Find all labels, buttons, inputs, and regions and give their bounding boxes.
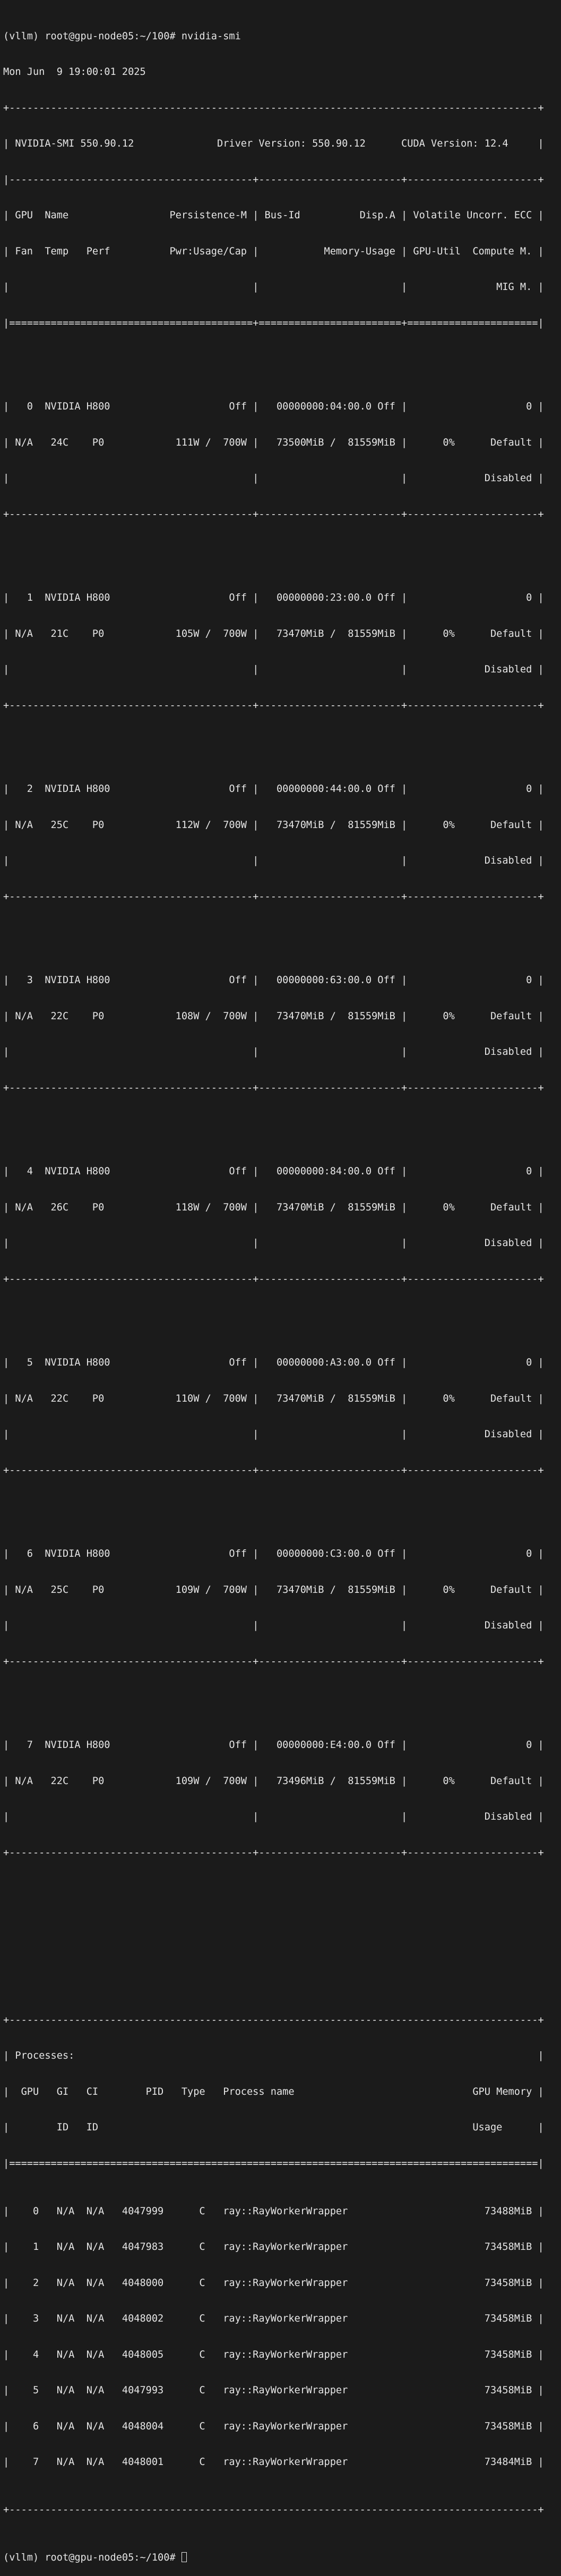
gpu-line-3: | | | Disabled |: [3, 1429, 544, 1440]
process-row: | 0 N/A N/A 4047999 C ray::RayWorkerWrapper 73488MiB |: [3, 2205, 544, 2217]
gpu-line-1: | 1 NVIDIA H800 Off | 00000000:23:00.0 Off | 0 |: [3, 592, 544, 603]
gpu-line-1: | 3 NVIDIA H800 Off | 00000000:63:00.0 Off | 0 |: [3, 975, 544, 986]
gpu-row: [3, 377, 561, 544]
gpu-separator: +-----------------------------------------+------------------------+----------------------+: [3, 1273, 544, 1285]
gpu-row: [3, 760, 561, 927]
proc-double-divider: |=========================================================================================|: [3, 2157, 544, 2169]
gpu-row: [3, 951, 561, 1118]
gpu-row: [3, 1142, 561, 1309]
version-line: | NVIDIA-SMI 550.90.12 Driver Version: 550.90.12 CUDA Version: 12.4 |: [3, 138, 544, 149]
gpu-line-1: | 6 NVIDIA H800 Off | 00000000:C3:00.0 Off | 0 |: [3, 1548, 544, 1559]
proc-column-header-1: | GPU GI CI PID Type Process name GPU Memory |: [3, 2086, 544, 2097]
process-row: | 4 N/A N/A 4048005 C ray::RayWorkerWrapper 73458MiB |: [3, 2349, 544, 2360]
gpu-row: [3, 568, 561, 736]
process-row: | 5 N/A N/A 4047993 C ray::RayWorkerWrapper 73458MiB |: [3, 2385, 544, 2396]
command-line: (vllm) root@gpu-node05:~/100# nvidia-smi: [3, 30, 241, 42]
process-row: | 1 N/A N/A 4047983 C ray::RayWorkerWrapper 73458MiB |: [3, 2241, 544, 2253]
gpu-separator: +-----------------------------------------+------------------------+----------------------+: [3, 1464, 544, 1476]
gpu-line-1: | 0 NVIDIA H800 Off | 00000000:04:00.0 Off | 0 |: [3, 401, 544, 412]
proc-column-header-2: | ID ID Usage |: [3, 2122, 544, 2133]
gpu-line-3: | | | Disabled |: [3, 855, 544, 866]
gpu-line-2: | N/A 25C P0 112W / 700W | 73470MiB / 81559MiB | 0% Default |: [3, 819, 544, 831]
gpu-line-2: | N/A 25C P0 109W / 700W | 73470MiB / 81559MiB | 0% Default |: [3, 1584, 544, 1596]
process-row: | 6 N/A N/A 4048004 C ray::RayWorkerWrapper 73458MiB |: [3, 2420, 544, 2432]
gpu-row: [3, 1524, 561, 1692]
gpu-line-1: | 4 NVIDIA H800 Off | 00000000:84:00.0 Off | 0 |: [3, 1166, 544, 1177]
gpu-separator: +-----------------------------------------+------------------------+----------------------+: [3, 1847, 544, 1858]
gpu-separator: +-----------------------------------------+------------------------+----------------------+: [3, 891, 544, 902]
gpu-line-1: | 2 NVIDIA H800 Off | 00000000:44:00.0 Off | 0 |: [3, 783, 544, 795]
blank-line: [3, 1955, 561, 1967]
table-border-top: +-----------------------------------------------------------------------------------------+: [3, 102, 544, 114]
gpu-line-2: | N/A 22C P0 108W / 700W | 73470MiB / 81559MiB | 0% Default |: [3, 1010, 544, 1022]
proc-title: | Processes: |: [3, 2050, 544, 2061]
gpu-line-2: | N/A 22C P0 109W / 700W | 73496MiB / 81559MiB | 0% Default |: [3, 1775, 544, 1787]
proc-border-bottom: +-----------------------------------------------------------------------------------------+: [3, 2504, 544, 2515]
gpu-row: [3, 1716, 561, 1883]
gpu-line-3: | | | Disabled |: [3, 1811, 544, 1822]
gpu-line-3: | | | Disabled |: [3, 1238, 544, 1249]
terminal-window[interactable]: [3, 0, 561, 2576]
gpu-line-1: | 5 NVIDIA H800 Off | 00000000:A3:00.0 Off | 0 |: [3, 1357, 544, 1368]
gpu-line-3: | | | Disabled |: [3, 1046, 544, 1057]
shell-prompt-line[interactable]: [3, 2552, 561, 2564]
table-divider: |-----------------------------------------+------------------------+----------------------+: [3, 174, 544, 185]
process-row: | 7 N/A N/A 4048001 C ray::RayWorkerWrapper 73484MiB |: [3, 2456, 544, 2468]
cursor-icon: [182, 2552, 187, 2562]
gpu-line-2: | N/A 21C P0 105W / 700W | 73470MiB / 81559MiB | 0% Default |: [3, 628, 544, 639]
shell-prompt: (vllm) root@gpu-node05:~/100#: [3, 2552, 182, 2563]
gpu-separator: +-----------------------------------------+------------------------+----------------------+: [3, 1082, 544, 1094]
gpu-line-3: | | | Disabled |: [3, 664, 544, 675]
process-row: | 2 N/A N/A 4048000 C ray::RayWorkerWrapper 73458MiB |: [3, 2277, 544, 2289]
gpu-line-1: | 7 NVIDIA H800 Off | 00000000:E4:00.0 Off | 0 |: [3, 1739, 544, 1751]
column-header-3: | | | MIG M. |: [3, 282, 544, 293]
gpu-line-3: | | | Disabled |: [3, 1620, 544, 1631]
process-row: | 3 N/A N/A 4048002 C ray::RayWorkerWrapper 73458MiB |: [3, 2313, 544, 2324]
proc-border-top: +-----------------------------------------------------------------------------------------+: [3, 2014, 544, 2026]
gpu-separator: +-----------------------------------------+------------------------+----------------------+: [3, 700, 544, 711]
blank-line: [3, 1919, 561, 1931]
gpu-line-2: | N/A 22C P0 110W / 700W | 73470MiB / 81559MiB | 0% Default |: [3, 1393, 544, 1404]
gpu-separator: +-----------------------------------------+------------------------+----------------------+: [3, 1656, 544, 1667]
column-header-1: | GPU Name Persistence-M | Bus-Id Disp.A | Volatile Uncorr. ECC |: [3, 210, 544, 221]
gpu-line-3: | | | Disabled |: [3, 473, 544, 484]
gpu-row: [3, 1333, 561, 1500]
gpu-line-2: | N/A 24C P0 111W / 700W | 73500MiB / 81559MiB | 0% Default |: [3, 437, 544, 448]
column-header-2: | Fan Temp Perf Pwr:Usage/Cap | Memory-Usage | GPU-Util Compute M. |: [3, 245, 544, 257]
gpu-separator: +-----------------------------------------+------------------------+----------------------+: [3, 508, 544, 520]
timestamp-line: Mon Jun 9 19:00:01 2025: [3, 66, 146, 78]
header-double-divider: |=========================================+========================+======================|: [3, 317, 544, 329]
gpu-line-2: | N/A 26C P0 118W / 700W | 73470MiB / 81559MiB | 0% Default |: [3, 1201, 544, 1213]
